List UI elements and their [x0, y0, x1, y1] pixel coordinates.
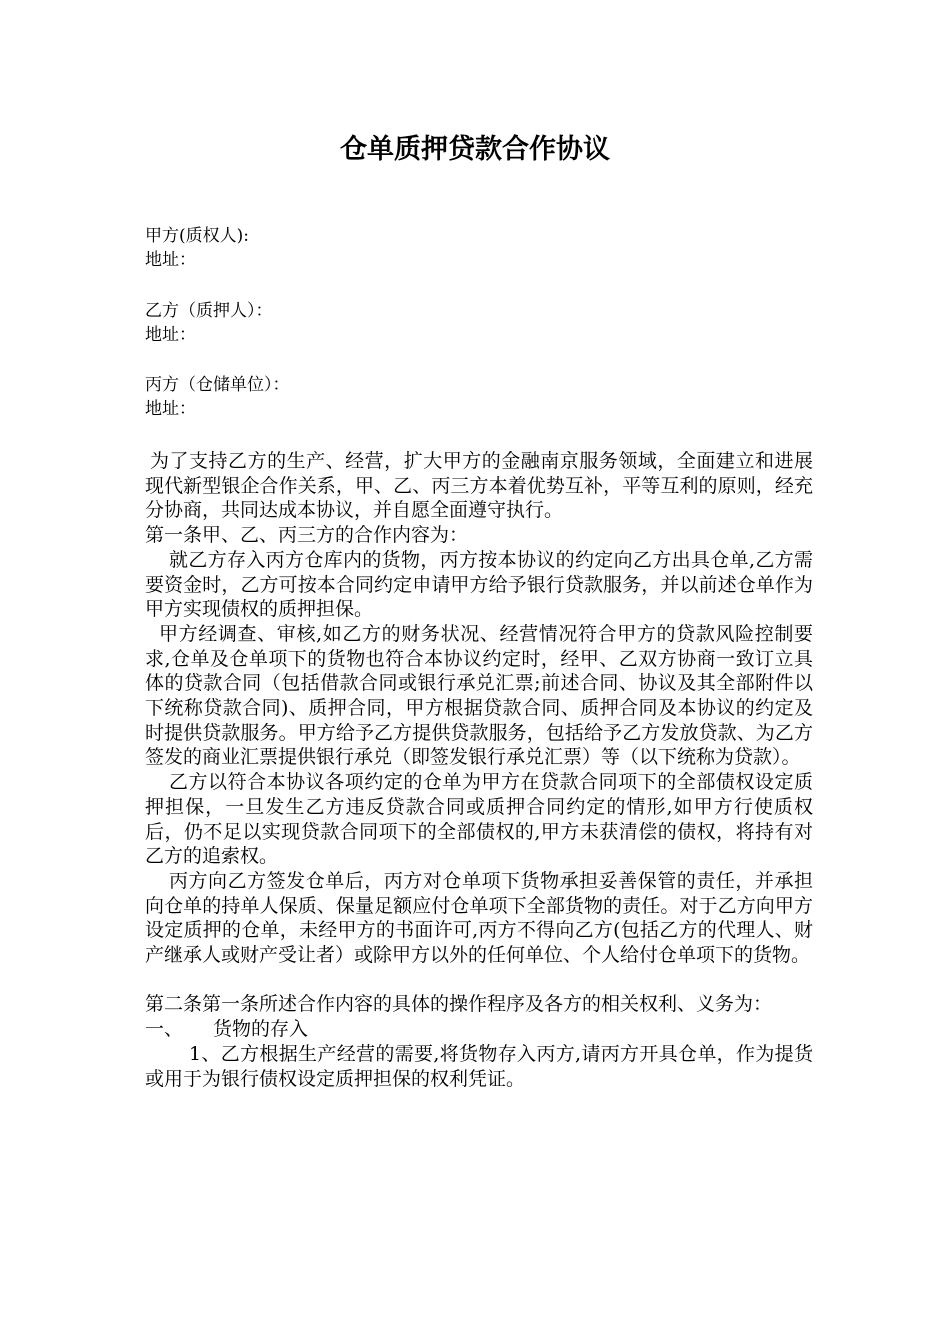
- spacer: [145, 968, 813, 993]
- party-a-address: 地址：: [145, 250, 196, 270]
- party-a-name: 甲方(质权人):: [145, 226, 249, 246]
- section-1-item-1: 1、乙方根据生产经营的需要,将货物存入丙方,请丙方开具仓单，作为提货或用于为银行债权设定质押担保的权利凭证。: [145, 1042, 813, 1090]
- article-1-paragraph-4: 丙方向乙方签发仓单后，丙方对仓单项下货物承担妥善保管的责任，并承担向仓单的持单人保质、保量足额应付仓单项下全部货物的责任。对于乙方向甲方设定质押的仓单，未经甲方的书面许可,丙方不得向乙方(包括乙方的代理人、财产继承人或财产受让者）或除甲方以外的任何单位、个人给付仓单项下的货物。: [145, 869, 813, 967]
- article-1-paragraph-3: 乙方以符合本协议各项约定的仓单为甲方在贷款合同项下的全部债权设定质押担保，一旦发生乙方违反贷款合同或质押合同约定的情形,如甲方行使质权后，仍不足以实现贷款合同项下的全部债权的,甲方未获清偿的债权，将持有对乙方的追索权。: [145, 771, 813, 868]
- party-c-block: [145, 373, 825, 421]
- article-1-paragraph-2: 甲方经调查、审核,如乙方的财务状况、经营情况符合甲方的贷款风险控制要求,仓单及仓单项下的货物也符合本协议约定时，经甲、乙双方协商一致订立具体的贷款合同（包括借款合同或银行承兑汇票;前述合同、协议及其全部附件以下统称贷款合同)、质押合同，甲方根据贷款合同、质押合同及本协议的约定及时提供贷款服务。甲方给予乙方提供贷款服务，包括给予乙方发放贷款、为乙方签发的商业汇票提供银行承兑（即签发银行承兑汇票）等（以下统称为贷款）。: [145, 622, 813, 769]
- article-1-paragraph-1: 就乙方存入丙方仓库内的货物，丙方按本协议的约定向乙方出具仓单,乙方需要资金时，乙方可按本合同约定申请甲方给予银行贷款服务，并以前述仓单作为甲方实现债权的质押担保。: [145, 548, 813, 621]
- party-a-block: [145, 224, 825, 272]
- section-1-number: 一、: [145, 1018, 184, 1041]
- section-1-title: 货物的存入: [213, 1018, 309, 1041]
- party-c-name: 丙方（仓储单位）：: [145, 375, 290, 395]
- article-2-heading: 第二条第一条所述合作内容的具体的操作程序及各方的相关权利、义务为：: [145, 993, 773, 1016]
- party-b-block: [145, 299, 825, 347]
- party-b-address: 地址：: [145, 325, 196, 345]
- article-1-heading: 第一条甲、乙、丙三方的合作内容为：: [145, 524, 469, 547]
- section-1-heading: [145, 1017, 813, 1042]
- document-title: 仓单质押贷款合作协议: [340, 134, 610, 165]
- intro-paragraph: 为了支持乙方的生产、经营，扩大甲方的金融南京服务领域，全面建立和进展现代新型银企合作关系，甲、乙、丙三方本着优势互补，平等互利的原则，经充分协商，共同达成本协议，并自愿全面遵守执行。: [145, 450, 813, 522]
- party-c-address: 地址：: [145, 399, 196, 419]
- agreement-body: [145, 449, 813, 1091]
- party-b-name: 乙方（质押人）：: [145, 301, 273, 321]
